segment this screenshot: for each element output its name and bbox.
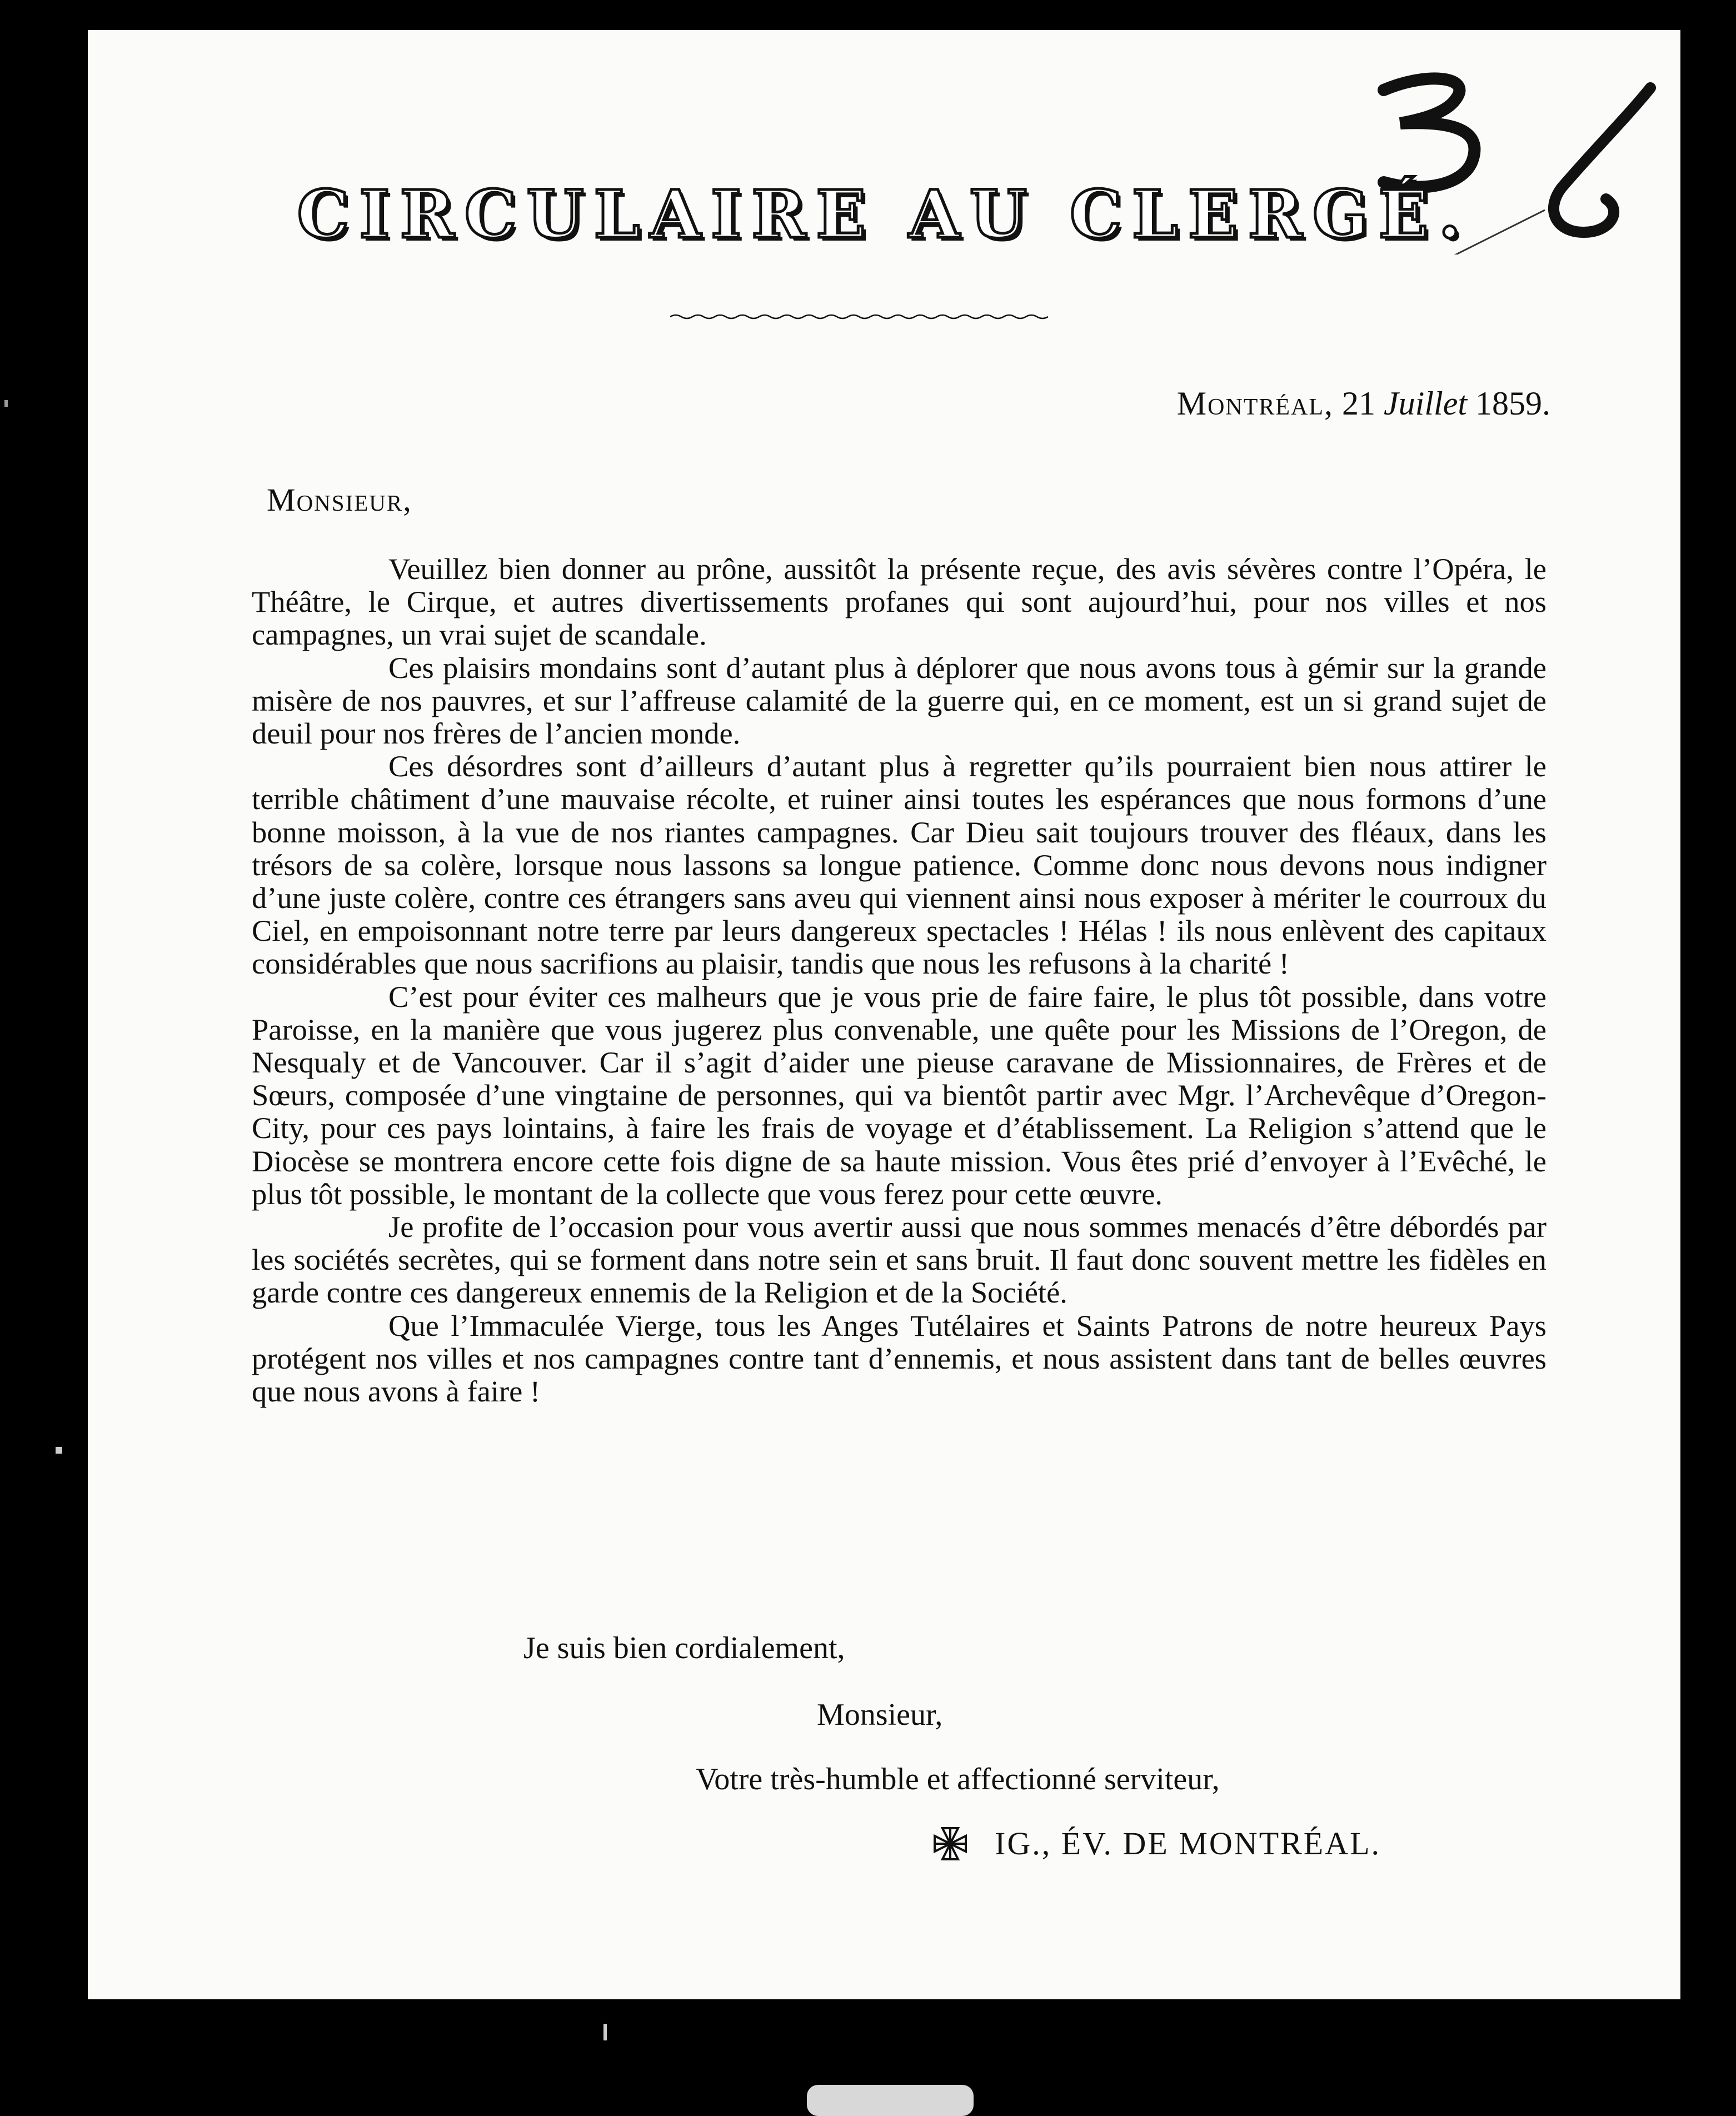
closing-salutation: Monsieur, [817,1698,943,1732]
paragraph: Que l’Immaculée Vierge, tous les Anges Tutélaires et Saints Patrons de notre heureux Pays protégent nos villes et nos campagnes contre tant d’ennemis, et nous assistent dans tant de belles œuvres que nous avons à faire ! [252,1308,1547,1409]
title-divider [670,311,1048,322]
dateline-place: Montréal, [1176,385,1334,422]
paragraph: Je profite de l’occasion pour vous avertir aussi que nous sommes menacés d’être débordés par les sociétés secrètes, qui se forment dans notre sein et sans bruit. Il faut donc souvent mettre les fidèles en garde contre ces dangereux ennemis de la Religion et de la Société. [252,1210,1547,1310]
closing-line: Je suis bien cordialement, [523,1631,845,1665]
document-page [88,30,1680,1999]
maltese-cross-icon [932,1826,968,1862]
letter-body [252,552,1547,1408]
signature [932,1825,1381,1862]
signature-text: IG., ÉV. DE MONTRÉAL. [995,1825,1381,1862]
paragraph: Ces plaisirs mondains sont d’autant plus à déplorer que nous avons tous à gémir sur la grande misère de nos pauvres, et sur l’affreuse calamité de la guerre qui, en ce moment, est un si grand sujet de deuil pour nos frères de l’ancien monde. [252,650,1547,751]
closing-servant: Votre très-humble et affectionné serviteur, [696,1762,1220,1796]
salutation: Monsieur, [267,482,412,518]
paragraph: Ces désordres sont d’ailleurs d’autant plus à regretter qu’ils pourraient bien nous attirer le terrible châtiment d’une mauvaise récolte, et ruiner ainsi toutes les espérances que nous formons d’une bonne moisson, à la vue de nos riantes campagnes. Car Dieu sait toujours trouver des fléaux, dans les trésors de sa colère, lorsque nous lassons sa longue patience. Comme donc nous devons nous indigner d’une juste colère, contre ces étrangers sans aveu qui viennent ainsi nous exposer à mériter le courroux du Ciel, en empoisonnant notre terre par leurs dangereux spectacles ! Hélas ! ils nous enlèvent des capitaux considérables que nous sacrifions au plaisir, tandis que nous les refusons à la charité ! [252,749,1547,981]
dateline-day: 21 [1342,385,1376,422]
dateline [1177,385,1550,423]
paragraph: C’est pour éviter ces malheurs que je vous prie de faire faire, le plus tôt possible, dans votre Paroisse, en la manière que vous jugerez plus convenable, une quête pour les Missions de l’Oregon, de Nesqualy et de Vancouver. Car il s’agit d’aider une pieuse caravane de Missionnaires, de Frères et de Sœurs, composée d’une vingtaine de personnes, qui va bientôt partir avec Mgr. l’Archevêque d’Oregon-City, pour ces pays lointains, à faire les frais de voyage et d’établissement. La Religion s’attend que le Diocèse se montrera encore cette fois digne de sa haute mission. Vous êtes prié d’envoyer à l’Evêché, le plus tôt possible, le montant de la collecte que vous ferez pour cette œuvre. [252,979,1547,1211]
dateline-month: Juillet [1384,385,1467,422]
document-title: CIRCULAIRE AU CLERGÉ. [297,176,1471,253]
dateline-year: 1859. [1475,385,1550,422]
paragraph: Veuillez bien donner au prône, aussitôt la présente reçue, des avis sévères contre l’Opéra, le Théâtre, le Cirque, et autres divertissements profanes qui sont aujourd’hui, pour nos villes et nos campagnes, un vrai sujet de scandale. [252,552,1547,652]
